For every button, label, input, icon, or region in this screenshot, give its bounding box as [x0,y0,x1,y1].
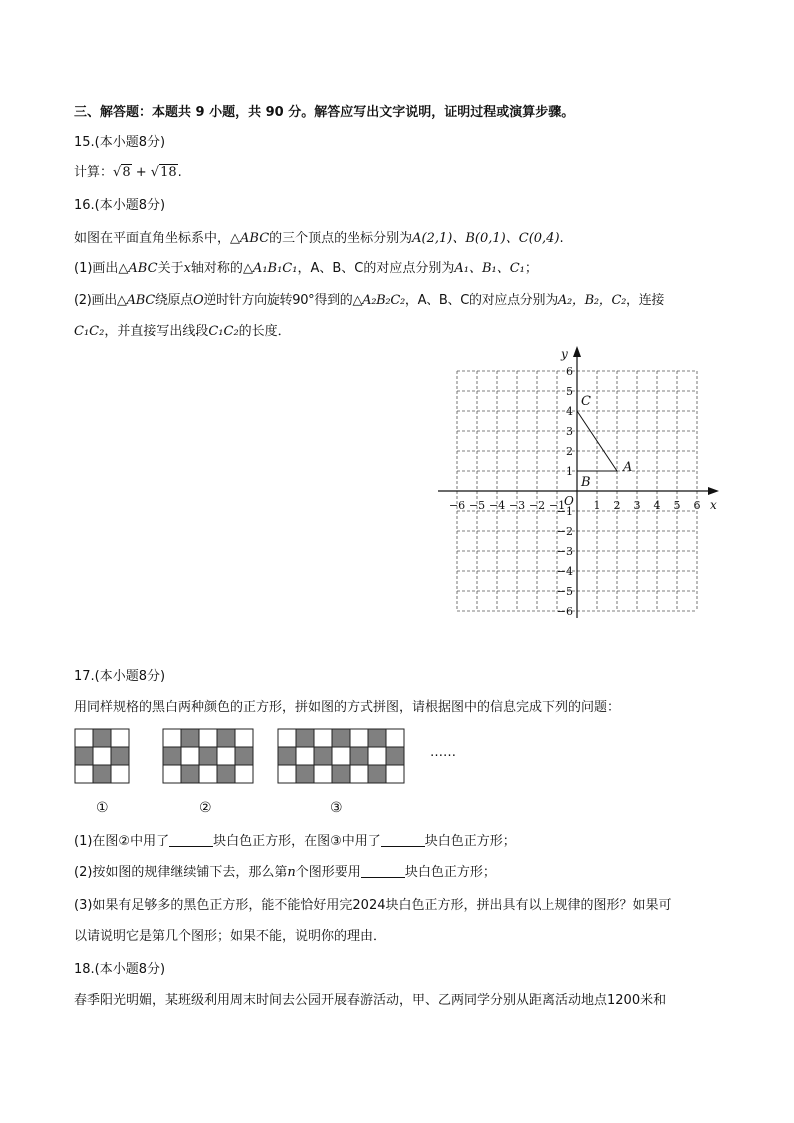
triangle-abc: △ABC [230,231,270,246]
x-tick-label: −3 [508,499,526,512]
q16-text: 的长度． [238,324,291,339]
white-square [350,729,368,747]
white-square [314,765,332,783]
white-square [199,729,217,747]
var-x: x [183,261,191,276]
black-square [386,747,404,765]
black-square [75,747,93,765]
q17-text: 块白色正方形； [424,834,516,849]
answer-blank[interactable] [361,865,405,878]
black-square [368,765,386,783]
y-tick-label: −2 [556,525,573,538]
white-square [163,765,181,783]
black-square [235,747,253,765]
white-square [75,765,93,783]
q15-plus: + [135,165,147,180]
tile-figure-3 [277,728,405,784]
black-square [332,729,350,747]
q16-text: 逆时针方向旋转90°得到的 [203,293,353,308]
x-tick-label: 4 [653,499,661,512]
answer-blank[interactable] [169,834,213,847]
white-square [314,729,332,747]
black-square [217,729,235,747]
q16-line-2 [74,260,538,278]
q16-header: 16.(本小题8分) [74,198,166,213]
black-square [296,729,314,747]
q15-end: . [177,165,182,180]
y-axis-arrow [573,346,581,357]
y-axis-label: y [561,347,568,361]
tile-figure-2 [162,728,254,784]
points-2: A₂，B₂，C₂ [557,293,627,308]
black-square [350,747,368,765]
black-square [368,729,386,747]
q16-text: (2)画出 [74,293,117,308]
q17-text: 块白色正方形； [404,865,496,880]
tile-ellipsis: …… [430,745,456,760]
q17-text: 块白色正方形，在图③中用了 [213,834,381,849]
coordinate-grid [430,340,730,625]
q17-text: (2)按如图的规律继续铺下去，那么第 [74,865,288,880]
x-tick-label: −5 [468,499,486,512]
white-square [296,747,314,765]
white-square [350,765,368,783]
y-tick-label: −1 [556,505,573,518]
black-square [199,747,217,765]
q15-radicand-2: 18 [160,165,177,180]
origin-o: O [192,293,204,308]
x-tick-label: 3 [633,499,641,512]
black-square [181,729,199,747]
q17-part-3-line-1: (3)如果有足够多的黑色正方形，能不能恰好用完2024块白色正方形，拼出具有以上规律的图形？如果可 [74,898,672,913]
white-square [368,747,386,765]
white-square [163,729,181,747]
white-square [181,747,199,765]
white-square [75,729,93,747]
white-square [111,729,129,747]
q16-text: ； [524,261,538,276]
x-tick-label: −2 [528,499,546,512]
y-tick-label: 5 [566,385,573,398]
y-tick-label: 2 [566,445,573,458]
q16-text: ，并直接写出线段 [104,324,209,339]
segment-c1c2: C₁C₂ [74,324,105,339]
x-axis-arrow [708,487,719,495]
q18-header: 18.(本小题8分) [74,962,166,977]
y-tick-label: 3 [566,425,573,438]
y-tick-label: −3 [556,545,573,558]
figure-label-1: ① [96,800,109,816]
y-tick-label: 6 [566,365,573,378]
origin-label: O [564,494,574,508]
y-tick-label: −5 [556,585,573,598]
black-square [163,747,181,765]
q17-header: 17.(本小题8分) [74,669,166,684]
q16-line-3 [74,292,664,310]
y-tick-label: 1 [566,465,573,478]
white-square [199,765,217,783]
tile-grid [162,728,254,784]
q16-text: 绕原点 [154,293,193,308]
tile-figure-1 [74,728,130,784]
white-square [386,729,404,747]
q15-expression [74,164,182,182]
vertex-label-c: C [581,394,591,409]
black-square [278,747,296,765]
x-tick-label: 6 [693,499,701,512]
q16-text: 轴对称的 [190,261,243,276]
black-square [93,729,111,747]
black-square [93,765,111,783]
x-tick-label: −1 [548,499,566,512]
black-square [111,747,129,765]
q17-part-2 [74,864,496,882]
black-square [296,765,314,783]
segment-c1c2: C₁C₂ [208,324,239,339]
var-n: n [287,865,296,880]
triangle-abc: △ABC [118,261,158,276]
vertex-coordinates: A(2,1)、B(0,1)、C(0,4) [412,231,560,246]
tile-grid [74,728,130,784]
white-square [386,765,404,783]
triangle-abc: △ABC [116,293,155,308]
white-square [93,747,111,765]
q15-header: 15.(本小题8分) [74,135,166,150]
q17-text: (1)在图②中用了 [74,834,170,849]
x-tick-label: 1 [593,499,601,512]
y-tick-label: −6 [556,605,573,618]
triangle-a2b2c2: △A₂B₂C₂ [352,293,405,308]
q16-text: . [559,231,564,246]
white-square [278,765,296,783]
y-tick-label: −4 [556,565,573,578]
white-square [332,747,350,765]
q15-prefix: 计算： [74,165,114,180]
white-square [235,729,253,747]
q16-text: (1)画出 [74,261,119,276]
q17-intro: 用同样规格的黑白两种颜色的正方形，拼如图的方式拼图，请根据图中的信息完成下列的问题： [74,700,621,715]
q17-part-1 [74,833,516,851]
q16-text: ，连接 [626,293,665,308]
q17-part-3-line-2: 以请说明它是第几个图形；如果不能，说明你的理由． [74,929,387,944]
black-square [181,765,199,783]
y-tick-label: 4 [566,405,573,418]
q16-text: 如图在平面直角坐标系中， [74,231,231,246]
x-tick-label: 5 [673,499,681,512]
points-1: A₁、B₁、C₁ [454,261,525,276]
q16-line-1 [74,230,564,248]
figure-label-3: ③ [330,800,343,816]
triangle-a1b1c1: △A₁B₁C₁ [242,261,298,276]
black-square [332,765,350,783]
sqrt-sign: √ [150,165,160,180]
figure-label-2: ② [199,800,212,816]
q18-line-1: 春季阳光明媚，某班级利用周末时间去公园开展春游活动，甲、乙两同学分别从距离活动地点1200米和 [74,993,667,1008]
black-square [314,747,332,765]
tile-grid [277,728,405,784]
answer-blank[interactable] [381,834,425,847]
triangle-abc-figure [577,394,632,490]
x-tick-label: 2 [613,499,621,512]
white-square [217,747,235,765]
vertex-label-a: A [623,460,633,475]
q15-radicand-1: 8 [122,165,131,180]
q16-text: ，A、B、C的对应点分别为 [297,261,455,276]
section-header: 三、解答题：本题共 9 小题，共 90 分。解答应写出文字说明，证明过程或演算步骤。 [74,105,575,120]
white-square [278,729,296,747]
sqrt-sign: √ [113,165,122,180]
x-tick-label: −4 [488,499,506,512]
black-square [217,765,235,783]
q16-line-4 [74,323,291,341]
q17-text: 个图形要用 [295,865,361,880]
q16-text: 的三个顶点的坐标分别为 [269,231,413,246]
x-tick-label: −6 [448,499,466,512]
q16-text: 关于 [157,261,184,276]
q16-text: ，A、B、C的对应点分别为 [404,293,558,308]
white-square [111,765,129,783]
white-square [235,765,253,783]
x-axis-label: x [710,498,717,512]
vertex-label-b: B [581,475,591,490]
